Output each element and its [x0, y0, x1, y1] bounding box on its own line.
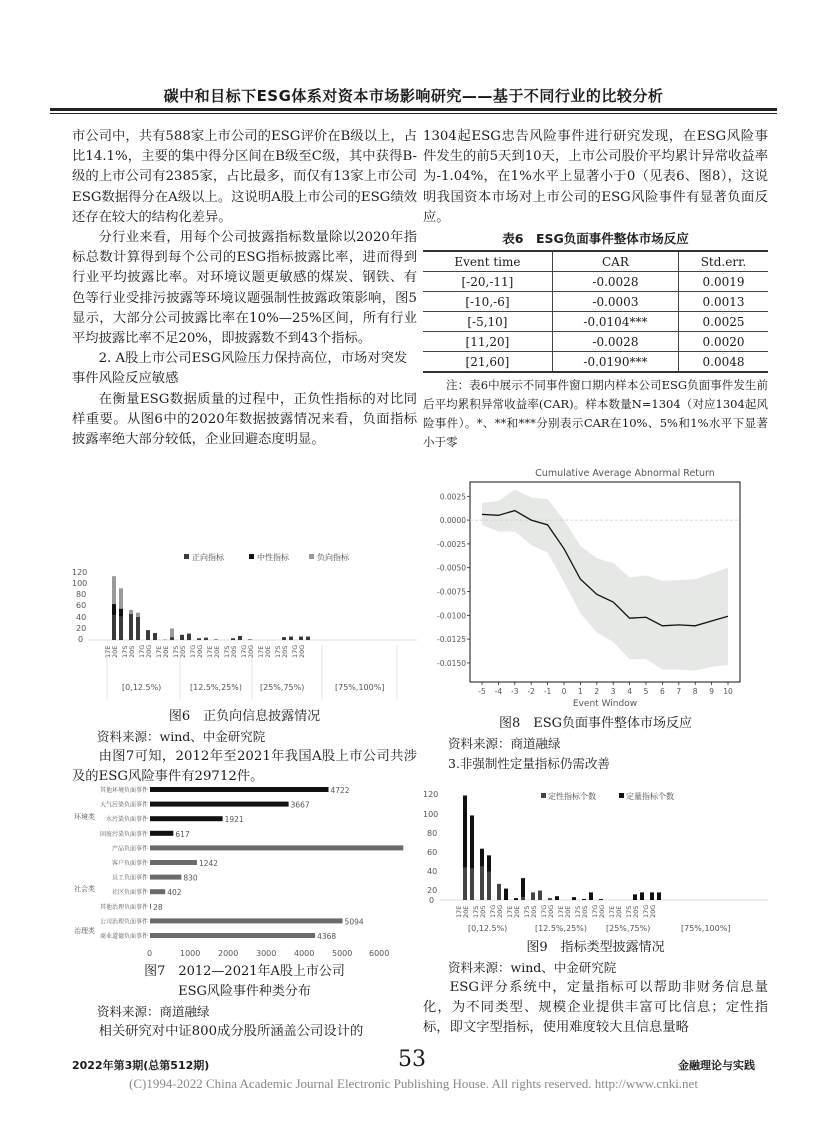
svg-text:40: 40: [76, 613, 87, 622]
copyright-notice: (C)1994-2022 China Academic Journal Electronic Publishing House. All rights reserved. http://www.cnki.net: [129, 1076, 698, 1091]
svg-text:[75%,100%]: [75%,100%]: [335, 683, 385, 692]
table-cell: [21,60]: [423, 352, 552, 373]
figure6-chart: [72, 540, 417, 705]
svg-text:20S: 20S: [581, 905, 589, 918]
bar-segment: [633, 894, 637, 900]
table-cell: -0.0003: [552, 292, 678, 312]
bar-segment: [657, 892, 661, 900]
left-column: [72, 127, 417, 450]
svg-text:客户负面事件: 客户负面事件: [111, 860, 148, 867]
svg-text:617: 617: [175, 829, 190, 839]
svg-text:80: 80: [427, 829, 438, 838]
svg-text:17S: 17S: [223, 645, 231, 658]
svg-text:-4: -4: [494, 687, 503, 696]
bar-segment: [487, 855, 491, 871]
figure9-caption: 图9 指标类型披露情况: [526, 940, 665, 955]
paragraph: 1304起ESG忠告风险事件进行研究发现，在ESG风险事件发生的前5天到10天，上市公司股价平均累计异常收益率为-1.04%，在1%水平上显著小于0（见表6、图8），这说明我国资本市场对上市公司的ESG风险事件有显著负面反应。: [423, 129, 768, 225]
svg-text:4000: 4000: [294, 949, 315, 958]
svg-text:员工负面事件: 员工负面事件: [111, 874, 148, 882]
svg-text:17E: 17E: [506, 905, 514, 918]
bar-segment: [170, 628, 174, 637]
bar-segment: [514, 898, 518, 900]
svg-text:20E: 20E: [615, 905, 623, 918]
bar-segment: [531, 892, 535, 900]
svg-text:20G: 20G: [247, 644, 255, 658]
svg-text:0: 0: [429, 896, 435, 905]
confidence-band: [482, 490, 728, 671]
bar-segment: [640, 892, 644, 900]
bar-segment: [119, 588, 123, 608]
svg-text:其他治理负面事件: 其他治理负面事件: [99, 903, 148, 911]
bar: [150, 918, 343, 923]
bar: [150, 933, 315, 938]
bar-segment: [589, 892, 593, 900]
svg-text:[25%,75%): [25%,75%): [606, 924, 651, 933]
table-row: [423, 352, 768, 373]
svg-text:8: 8: [692, 687, 698, 696]
table-cell: [-5,10]: [423, 312, 552, 332]
svg-text:社会类: 社会类: [74, 885, 95, 893]
bar-segment: [463, 868, 467, 900]
svg-text:-0.0125: -0.0125: [437, 635, 466, 645]
right-column-bottom: [423, 938, 768, 1039]
svg-text:0: 0: [561, 687, 567, 696]
svg-text:20S: 20S: [632, 905, 640, 918]
table-cell: -0.0104***: [552, 312, 678, 332]
svg-text:20E: 20E: [564, 905, 572, 918]
running-header: 碳中和目标下ESG体系对资本市场影响研究——基于不同行业的比较分析: [163, 87, 664, 105]
bar: [150, 860, 197, 865]
svg-text:6: 6: [660, 687, 665, 696]
bar-segment: [555, 896, 559, 900]
table-cell: -0.0190***: [552, 352, 678, 373]
right-column: [423, 127, 768, 452]
svg-text:公司治理负面事件: 公司治理负面事件: [99, 918, 148, 926]
figure8-source: 资料来源：商道融绿: [448, 736, 561, 751]
svg-text:402: 402: [167, 888, 182, 898]
figure9-source: 资料来源：wind、中金研究院: [448, 960, 617, 975]
svg-text:17S: 17S: [121, 645, 129, 658]
svg-text:100: 100: [423, 810, 439, 819]
svg-text:20G: 20G: [298, 644, 306, 658]
bar-segment: [187, 634, 191, 640]
bar-segment: [504, 889, 508, 900]
figure7-chart: [72, 783, 417, 958]
table-row: [423, 292, 768, 312]
footer-journal: 金融理论与实践: [678, 1059, 755, 1072]
svg-text:17E: 17E: [608, 905, 616, 918]
bar-segment: [497, 884, 501, 900]
left-column-lower: [72, 707, 417, 787]
svg-text:80: 80: [76, 590, 87, 599]
svg-text:[0,12.5%): [0,12.5%): [122, 683, 162, 692]
paragraph: 相关研究对中证800成分股所涵盖公司设计的: [98, 1024, 364, 1039]
svg-text:2: 2: [594, 687, 600, 696]
svg-text:-0.0075: -0.0075: [437, 587, 466, 597]
svg-text:0.0000: 0.0000: [439, 516, 466, 526]
bar-segment: [480, 867, 484, 900]
svg-text:830: 830: [183, 873, 198, 883]
bar-segment: [289, 637, 293, 640]
bar-segment: [306, 637, 310, 640]
header-rule: [50, 108, 777, 111]
svg-text:-0.0100: -0.0100: [437, 611, 466, 621]
bar-segment: [129, 610, 133, 614]
svg-text:1921: 1921: [224, 815, 244, 825]
svg-text:60: 60: [427, 848, 438, 857]
svg-text:17E: 17E: [206, 645, 214, 658]
svg-text:20G: 20G: [145, 644, 153, 658]
bar-segment: [136, 617, 140, 640]
svg-text:20: 20: [76, 624, 87, 633]
bar: [150, 845, 403, 850]
svg-text:-5: -5: [478, 687, 486, 696]
svg-text:17E: 17E: [557, 905, 565, 918]
svg-text:20G: 20G: [496, 904, 504, 918]
svg-text:环境类: 环境类: [74, 813, 95, 821]
svg-text:20G: 20G: [547, 904, 555, 918]
table-header: Std.err.: [679, 251, 768, 272]
bar: [150, 802, 289, 807]
bar-segment: [538, 891, 542, 901]
bar-segment: [163, 639, 167, 640]
bar-segment: [119, 609, 123, 617]
table-cell: 0.0048: [679, 352, 768, 373]
bar-segment: [146, 630, 150, 640]
table6-title: 表6 ESG负面事件整体市场反应: [502, 231, 689, 247]
table-row: [423, 272, 768, 292]
svg-text:1242: 1242: [198, 859, 219, 868]
svg-text:5: 5: [643, 687, 649, 696]
svg-text:-1: -1: [543, 687, 552, 696]
bar-segment: [204, 638, 208, 640]
svg-text:20S: 20S: [179, 645, 187, 658]
bar-segment: [487, 872, 491, 901]
svg-text:[0,12.5%): [0,12.5%): [468, 924, 508, 933]
svg-text:17E: 17E: [155, 645, 163, 658]
svg-text:4722: 4722: [330, 786, 350, 795]
figure7-caption-line1: 图7 2012—2021年A股上市公司: [144, 964, 345, 979]
bar-segment: [231, 638, 235, 640]
bar-segment: [238, 636, 242, 640]
svg-text:7: 7: [676, 687, 682, 696]
figure8-title: Cumulative Average Abnormal Return: [535, 468, 715, 479]
svg-text:-0.0050: -0.0050: [437, 563, 466, 573]
svg-text:17G: 17G: [240, 644, 248, 658]
svg-text:17S: 17S: [172, 645, 180, 658]
svg-text:4: 4: [627, 687, 632, 696]
svg-text:20E: 20E: [213, 645, 221, 658]
svg-text:120: 120: [423, 790, 439, 799]
bar: [150, 875, 181, 880]
svg-text:17G: 17G: [540, 904, 548, 918]
figure8-xlabel: Event Window: [572, 699, 638, 707]
right-column-middle: [423, 714, 768, 774]
figure9-chart: [423, 785, 768, 935]
table-cell: [-20,-11]: [423, 272, 552, 292]
svg-text:28: 28: [153, 902, 163, 912]
legend-positive: 正向指标: [192, 553, 224, 562]
table6: [423, 250, 768, 373]
svg-text:6000: 6000: [369, 949, 390, 958]
bar-segment: [470, 815, 474, 868]
svg-text:2000: 2000: [218, 949, 239, 958]
table-cell: 0.0019: [679, 272, 768, 292]
svg-text:-3: -3: [511, 687, 519, 696]
bar-segment: [248, 639, 252, 640]
left-column-bottom: [72, 962, 417, 1042]
svg-text:9: 9: [709, 687, 714, 696]
figure8-caption: 图8 ESG负面事件整体市场反应: [498, 716, 693, 731]
header-rule-thin: [50, 113, 777, 114]
bar-segment: [470, 869, 474, 900]
svg-text:水污染负面事件: 水污染负面事件: [105, 816, 148, 824]
svg-text:17G: 17G: [291, 644, 299, 658]
svg-text:20E: 20E: [513, 905, 521, 918]
bar-segment: [153, 633, 157, 640]
svg-text:100: 100: [72, 579, 88, 588]
svg-text:17S: 17S: [574, 905, 582, 918]
bar: [150, 831, 173, 836]
svg-text:社区负面事件: 社区负面事件: [111, 889, 148, 897]
svg-text:3: 3: [610, 687, 616, 696]
bar-segment: [136, 613, 140, 617]
svg-text:17G: 17G: [489, 904, 497, 918]
bar-segment: [129, 614, 133, 640]
table-cell: [11,20]: [423, 332, 552, 352]
svg-text:120: 120: [72, 568, 88, 577]
figure7-source: 资料来源：商道融绿: [97, 1004, 210, 1019]
figure6-caption: 图6 正负向信息披露情况: [168, 709, 321, 724]
bar-segment: [599, 899, 603, 900]
bar-segment: [650, 892, 654, 900]
svg-text:20S: 20S: [281, 645, 289, 658]
page-number: 53: [398, 1047, 426, 1072]
table-row: [423, 332, 768, 352]
bar-segment: [480, 849, 484, 867]
bar-segment: [112, 615, 116, 640]
svg-text:大气污染负面事件: 大气污染负面事件: [99, 801, 148, 809]
bar: [150, 889, 165, 894]
svg-text:[75%,100%]: [75%,100%]: [681, 924, 731, 933]
bar-segment: [119, 617, 123, 640]
paragraph: 由图7可知，2012年至2021年我国A股上市公司共涉及的ESG风险事件有29712件。: [72, 749, 417, 785]
svg-text:治理类: 治理类: [74, 927, 95, 935]
bar-segment: [463, 796, 467, 868]
svg-text:3667: 3667: [290, 800, 310, 810]
bar: [150, 787, 328, 792]
svg-text:其他环境负面事件: 其他环境负面事件: [99, 787, 148, 794]
bar-segment: [214, 639, 218, 640]
bar-segment: [548, 898, 552, 900]
svg-text:0: 0: [78, 635, 84, 644]
table-cell: 0.0020: [679, 332, 768, 352]
table-cell: [-10,-6]: [423, 292, 552, 312]
svg-text:5000: 5000: [332, 949, 353, 958]
bar-segment: [521, 878, 525, 897]
svg-text:20E: 20E: [264, 645, 272, 658]
table-header: CAR: [552, 251, 678, 272]
bar-segment: [572, 897, 576, 900]
svg-text:4368: 4368: [317, 932, 337, 941]
bar-segment: [282, 637, 286, 640]
svg-text:17E: 17E: [455, 905, 463, 918]
svg-text:17S: 17S: [472, 905, 480, 918]
bar: [150, 904, 151, 909]
svg-text:固废污染负面事件: 固废污染负面事件: [99, 830, 148, 838]
bar-segment: [582, 899, 586, 900]
svg-text:产品负面事件: 产品负面事件: [111, 845, 148, 853]
table6-note: 注：表6中展示不同事件窗口期内样本公司ESG负面事件发生前后平均累积异常收益率(CAR)。样本数量N=1304（对应1304起风险事件）。*、**和***分别表示CAR在10%、5%和1%水平下显著小于零: [423, 378, 768, 450]
svg-text:20E: 20E: [162, 645, 170, 658]
table-cell: 0.0013: [679, 292, 768, 312]
svg-text:17E: 17E: [104, 645, 112, 658]
svg-text:20S: 20S: [479, 905, 487, 918]
svg-text:0: 0: [147, 949, 153, 958]
legend-quantitative: 定量指标个数: [626, 792, 674, 801]
table-cell: 0.0025: [679, 312, 768, 332]
table-cell: -0.0028: [552, 332, 678, 352]
paragraph: 市公司中，共有588家上市公司的ESG评价在B级以上，占比14.1%，主要的集中得分区间在B级至C级，其中获得B-级的上市公司有2385家，占比最多，而仅有13家上市公司ESG数据得分在A级以上。这说明A股上市公司的ESG绩效还存在较大的结构化差异。: [72, 129, 417, 225]
svg-text:3000: 3000: [256, 949, 277, 958]
bar-segment: [299, 637, 303, 640]
bar-segment: [112, 604, 116, 615]
bar-segment: [180, 635, 184, 640]
footer-issue: 2022年第3期(总第512期): [72, 1059, 210, 1072]
svg-text:17G: 17G: [591, 904, 599, 918]
table-row: [423, 312, 768, 332]
legend-qualitative: 定性指标个数: [548, 792, 596, 801]
svg-text:0.0025: 0.0025: [439, 492, 466, 502]
svg-text:17S: 17S: [274, 645, 282, 658]
svg-text:17E: 17E: [257, 645, 265, 658]
svg-text:-0.0025: -0.0025: [437, 539, 466, 549]
legend-negative: 负向指标: [317, 553, 349, 562]
svg-text:-2: -2: [527, 687, 535, 696]
svg-text:20E: 20E: [462, 905, 470, 918]
bar-segment: [112, 576, 116, 604]
svg-text:17G: 17G: [642, 904, 650, 918]
figure7-caption-line2: ESG风险事件种类分布: [178, 984, 311, 999]
svg-text:20: 20: [427, 886, 438, 895]
svg-text:17S: 17S: [625, 905, 633, 918]
subheading: 3.非强制性定量指标仍需改善: [448, 756, 610, 771]
svg-text:5094: 5094: [344, 917, 364, 927]
svg-text:[25%,75%): [25%,75%): [260, 683, 305, 692]
svg-text:10: 10: [723, 687, 733, 696]
svg-text:60: 60: [76, 601, 87, 610]
svg-text:1000: 1000: [180, 949, 201, 958]
svg-text:20S: 20S: [230, 645, 238, 658]
svg-text:1: 1: [578, 687, 583, 696]
svg-text:17S: 17S: [523, 905, 531, 918]
subheading: 2. A股上市公司ESG风险压力保持高位，市场对突发事件风险反应敏感: [72, 351, 408, 387]
svg-text:商业道德负面事件: 商业道德负面事件: [99, 933, 148, 940]
legend-neutral: 中性指标: [257, 553, 289, 562]
paragraph: 在衡量ESG数据质量的过程中，正负性指标的对比同样重要。从图6中的2020年数据披露情况来看，负面指标披露率绝大部分较低，企业回避态度明显。: [72, 391, 417, 448]
paragraph: 分行业来看，用每个公司披露指标数量除以2020年指标总数计算得到每个公司的ESG指标披露比率，进而得到行业平均披露比率。对环境议题更敏感的煤炭、钢铁、有色等行业受排污披露等环境议题强制性披露政策影响，图5显示，大部分公司披露比率在10%—25%区间，所有行业平均披露比率不足20%，即披露数不到43个指标。: [72, 230, 417, 347]
figure8-chart: [425, 462, 770, 707]
bar-segment: [170, 637, 174, 640]
bar-segment: [197, 638, 201, 640]
table-cell: -0.0028: [552, 272, 678, 292]
svg-text:20S: 20S: [128, 645, 136, 658]
paragraph: ESG评分系统中，定量指标可以帮助非财务信息量化，为不同类型、规模企业提供丰富可比信息；定性指标，即文字型指标，使用难度较大且信息量略: [423, 980, 768, 1036]
figure6-source: 资料来源：wind、中金研究院: [97, 729, 266, 744]
svg-text:20G: 20G: [196, 644, 204, 658]
svg-text:[12.5%,25%): [12.5%,25%): [190, 683, 242, 692]
svg-text:20G: 20G: [598, 904, 606, 918]
bar: [150, 816, 223, 821]
svg-text:20G: 20G: [649, 904, 657, 918]
svg-text:20S: 20S: [530, 905, 538, 918]
table-header: Event time: [423, 251, 552, 272]
svg-text:-0.0150: -0.0150: [437, 658, 466, 668]
svg-text:17G: 17G: [138, 644, 146, 658]
svg-text:17G: 17G: [189, 644, 197, 658]
svg-text:20E: 20E: [111, 645, 119, 658]
bar-segment: [521, 897, 525, 900]
svg-text:40: 40: [427, 867, 438, 876]
svg-text:[12.5%,25%): [12.5%,25%): [535, 924, 587, 933]
